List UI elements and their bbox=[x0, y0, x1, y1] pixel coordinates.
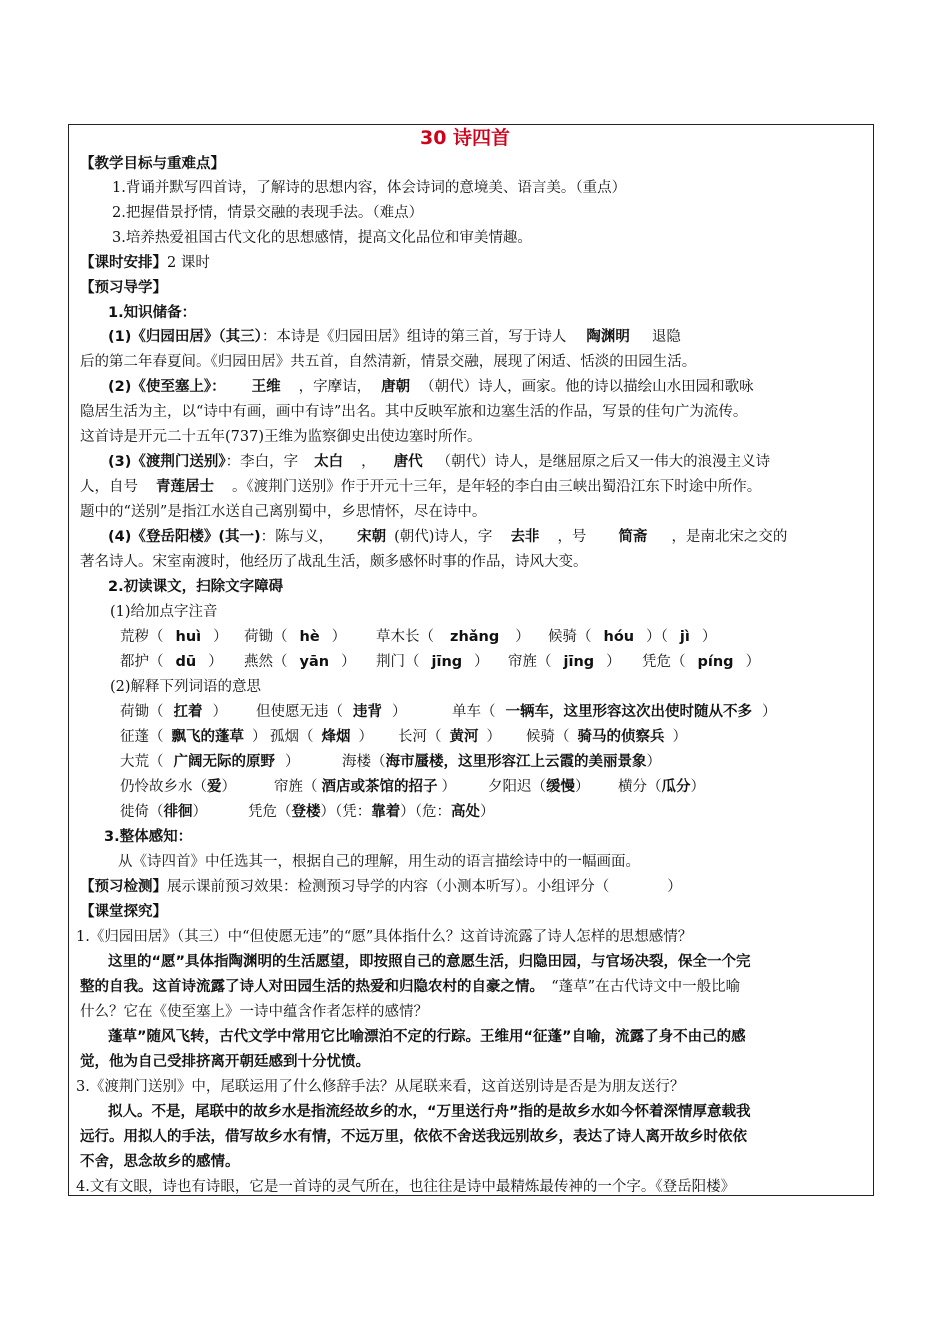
pinyin-row bbox=[120, 627, 716, 647]
meaning-item: 但使愿无违（ 违背 ） bbox=[256, 704, 407, 720]
schedule-line: 【课时安排】2 课时 bbox=[80, 255, 210, 271]
knowledge-heading: 1.知识储备： bbox=[108, 305, 197, 321]
meaning-item: 长河（ 黄河 ） bbox=[398, 729, 501, 745]
meaning-row bbox=[120, 777, 705, 797]
poem3-line1: (3)《渡荆门送别》：李白，字 太白 ， 唐代 （朝代）诗人，是继屈原之后又一伟大的浪漫主义诗 bbox=[108, 454, 771, 470]
goal-item: 2.把握借景抒情，情景交融的表现手法。（难点） bbox=[112, 205, 424, 221]
pinyin-item: 荷锄（ hè ） bbox=[244, 629, 347, 645]
question-3: 3.《渡荆门送别》中，尾联运用了什么修辞手法？从尾联来看，这首送别诗是否是为朋友送行？ bbox=[76, 1079, 685, 1095]
check-line: 【预习检测】展示课前预习效果：检测预习导学的内容（小测本听写）。小组评分（ ） bbox=[80, 879, 682, 895]
meaning-item: 孤烟（ 烽烟 ） bbox=[270, 729, 373, 745]
goals-heading: 【教学目标与重难点】 bbox=[80, 156, 225, 172]
poem2-line1: (2)《使至塞上》： 王维 ，字摩诘， 唐朝 （朝代）诗人，画家。他的诗以描绘山水田园和歌咏 bbox=[108, 379, 754, 395]
answer-2-line1: 蓬草”随风飞转，古代文学中常用它比喻漂泊不定的行踪。王维用“征蓬”自喻，流露了身不由己的感 bbox=[108, 1029, 746, 1045]
poem4-line2: 著名诗人。宋室南渡时，他经历了战乱生活，颇多感怀时事的作品，诗风大变。 bbox=[80, 554, 588, 570]
explore-heading: 【课堂探究】 bbox=[80, 904, 167, 920]
meaning-heading: (2)解释下列词语的意思 bbox=[110, 679, 262, 695]
meaning-item: 徙倚（徘徊） bbox=[120, 804, 207, 820]
pinyin-item: 候骑（ hóu ）（ jì ） bbox=[548, 629, 717, 645]
pinyin-item: 燕然（ yān ） bbox=[244, 654, 356, 670]
question-1: 1.《归园田居》（其三）中“但使愿无违”的“愿”具体指什么？这首诗流露了诗人怎样的思想感情？ bbox=[76, 929, 693, 945]
poem1-line1: (1)《归园田居》（其三）：本诗是《归园田居》组诗的第三首，写于诗人 陶渊明 退隐 bbox=[108, 329, 681, 345]
overall-text: 从《诗四首》中任选其一，根据自己的理解，用生动的语言描绘诗中的一幅画面。 bbox=[118, 854, 640, 870]
poem4-line1: (4)《登岳阳楼》(其一)：陈与义， 宋朝 (朝代)诗人，字 去非 ，号 简斋 ，是南北宋之交的 bbox=[108, 529, 788, 545]
question-2: 什么？它在《使至塞上》一诗中蕴含作者怎样的感情？ bbox=[80, 1004, 428, 1020]
meaning-item: 仍怜故乡水（爱） bbox=[120, 779, 236, 795]
preview-heading: 【预习导学】 bbox=[80, 280, 167, 296]
meaning-item: 横分（瓜分） bbox=[618, 779, 705, 795]
goal-item: 3.培养热爱祖国古代文化的思想感情，提高文化品位和审美情趣。 bbox=[112, 230, 532, 246]
answer-3-line1: 拟人。不是，尾联中的故乡水是指流经故乡的水，“万里送行舟”指的是故乡水如今怀着深情厚意载我 bbox=[108, 1104, 751, 1120]
pinyin-heading: (1)给加点字注音 bbox=[110, 604, 218, 620]
question-4: 4.文有文眼，诗也有诗眼，它是一首诗的灵气所在，也往往是诗中最精炼最传神的一个字。《登岳阳楼》 bbox=[76, 1179, 736, 1195]
poem2-line3: 这首诗是开元二十五年(737)王维为监察御史出使边塞时所作。 bbox=[80, 429, 482, 445]
meaning-row bbox=[120, 727, 687, 747]
meaning-item: 大荒（ 广阔无际的原野 ） bbox=[120, 754, 300, 770]
pinyin-item: 都护（ dū ） bbox=[120, 654, 223, 670]
meaning-item: 夕阳迟（缓慢） bbox=[488, 779, 590, 795]
page-title: 30 诗四首 bbox=[420, 127, 511, 149]
poem2-line2: 隐居生活为主，以“诗中有画，画中有诗”出名。其中反映军旅和边塞生活的作品，写景的佳句广为流传。 bbox=[80, 404, 748, 420]
pinyin-item: 凭危（ píng ） bbox=[642, 654, 761, 670]
meaning-item: 征蓬（ 飘飞的蓬草 ） bbox=[120, 729, 267, 745]
poem1-line2: 后的第二年春夏间。《归园田居》共五首，自然清新，情景交融，展现了闲适、恬淡的田园生活。 bbox=[80, 354, 697, 370]
meaning-row bbox=[120, 752, 661, 772]
meaning-item: 帘旌（ 酒店或茶馆的招子 ） bbox=[274, 779, 456, 795]
answer-3-line3: 不舍，思念故乡的感情。 bbox=[80, 1154, 240, 1170]
meaning-item: 候骑（ 骑马的侦察兵 ） bbox=[526, 729, 687, 745]
meaning-row bbox=[120, 702, 777, 722]
meaning-item: 荷锄（ 扛着 ） bbox=[120, 704, 227, 720]
meaning-item: 单车（ 一辆车，这里形容这次出使时随从不多 ） bbox=[452, 704, 777, 720]
meaning-row bbox=[120, 802, 495, 822]
pinyin-item: 草木长（ zhǎng ） bbox=[376, 629, 530, 645]
answer-2-line2: 觉，他为自己受排挤离开朝廷感到十分忧愤。 bbox=[80, 1054, 370, 1070]
reading-heading: 2.初读课文，扫除文字障碍 bbox=[108, 579, 284, 595]
meaning-item: 凭危（登楼）（凭：靠着）（危：高处） bbox=[248, 804, 495, 820]
pinyin-item: 帘旌（ jīng ） bbox=[508, 654, 621, 670]
meaning-item: 海楼（海市蜃楼，这里形容江上云霞的美丽景象） bbox=[342, 754, 661, 770]
poem3-line3: 题中的“送别”是指江水送自己离别蜀中，乡思情怀，尽在诗中。 bbox=[80, 504, 487, 520]
pinyin-row bbox=[120, 652, 760, 672]
pinyin-item: 荆门（ jīng ） bbox=[376, 654, 489, 670]
answer-3-line2: 远行。用拟人的手法，借写故乡水有情，不远万里，依依不舍送我远别故乡，表达了诗人离开故乡时依依 bbox=[80, 1129, 747, 1145]
goal-item: 1.背诵并默写四首诗，了解诗的思想内容，体会诗词的意境美、语言美。（重点） bbox=[112, 180, 627, 196]
poem3-line2: 人，自号 青莲居士 。《渡荆门送别》作于开元十三年，是年轻的李白由三峡出蜀沿江东下时途中所作。 bbox=[80, 479, 762, 495]
pinyin-item: 荒秽（ huì ） bbox=[120, 629, 228, 645]
answer-1-line1: 这里的“愿”具体指陶渊明的生活愿望，即按照自己的意愿生活，归隐田园，与官场决裂，保全一个完 bbox=[108, 954, 751, 970]
overall-heading: 3.整体感知： bbox=[104, 829, 193, 845]
answer-1-line2: 整的自我。这首诗流露了诗人对田园生活的热爱和归隐农村的自豪之情。 “蓬草”在古代诗文中一般比喻 bbox=[80, 979, 741, 995]
